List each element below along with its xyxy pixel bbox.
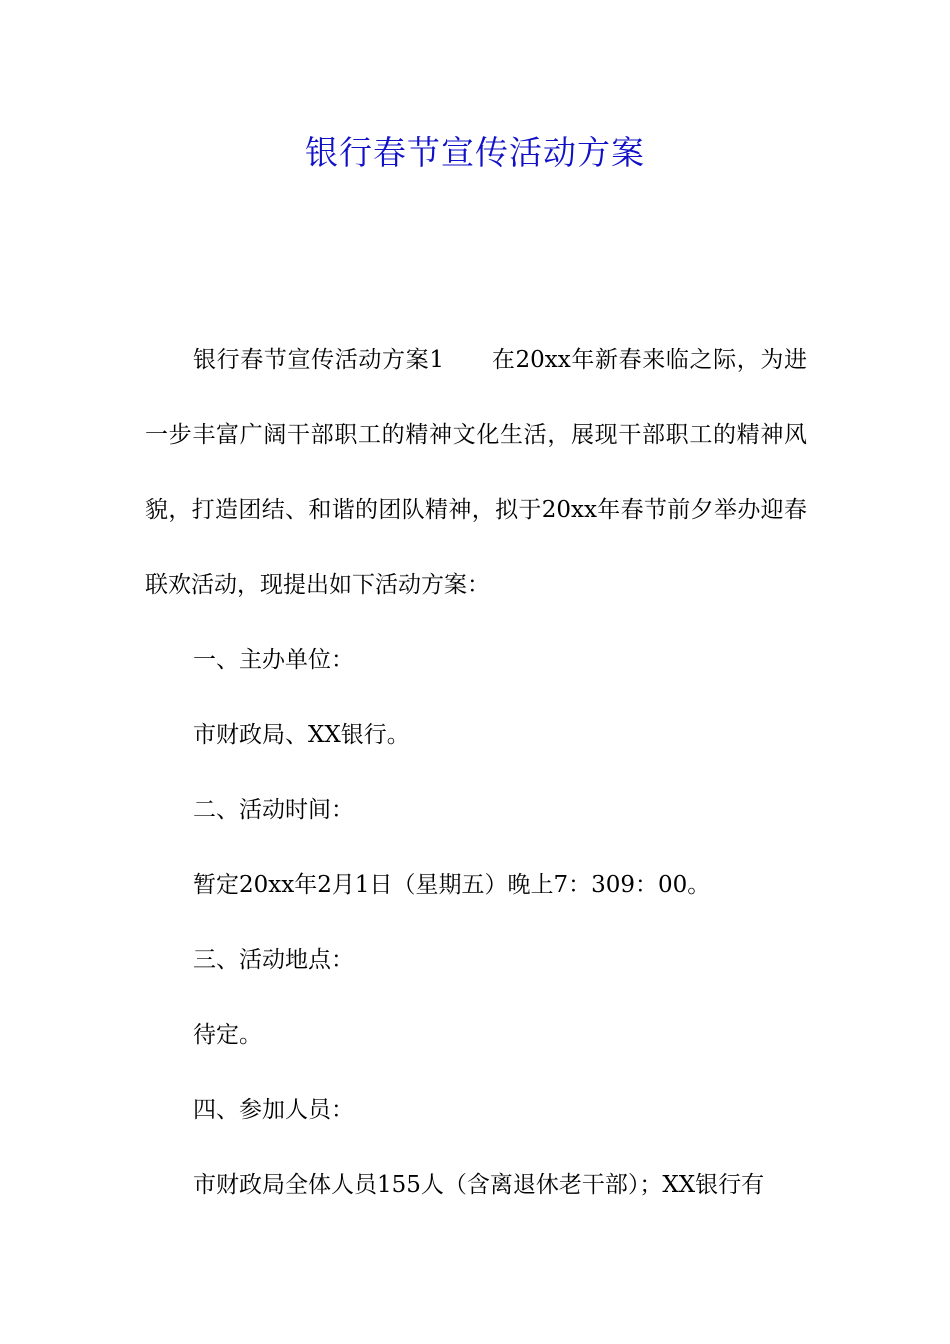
section-heading-location: 三、活动地点：: [193, 947, 354, 973]
document-body: [145, 323, 807, 1223]
document-title: 银行春节宣传活动方案: [305, 133, 645, 172]
paragraph-location: 待定。: [193, 1022, 262, 1048]
section-heading-time: 二、活动时间：: [193, 797, 354, 823]
section-heading-organizer: 一、主办单位：: [193, 647, 354, 673]
paragraph-organizer: 市财政局、XX银行。: [193, 722, 410, 748]
paragraph-intro: 银行春节宣传活动方案1 在20xx年新春来临之际，为进一步丰富广阔干部职工的精神文化生活，展现干部职工的精神风貌，打造团结、和谐的团队精神，拟于20xx年春节前夕举办迎春联欢活动，现提出如下活动方案：: [145, 347, 807, 598]
section-heading-participants: 四、参加人员：: [193, 1097, 354, 1123]
paragraph-participants: 市财政局全体人员155人（含离退休老干部）；XX银行有: [193, 1172, 765, 1198]
paragraph-time: 暂定20xx年2月1日（星期五）晚上7：309：00。: [193, 872, 711, 898]
